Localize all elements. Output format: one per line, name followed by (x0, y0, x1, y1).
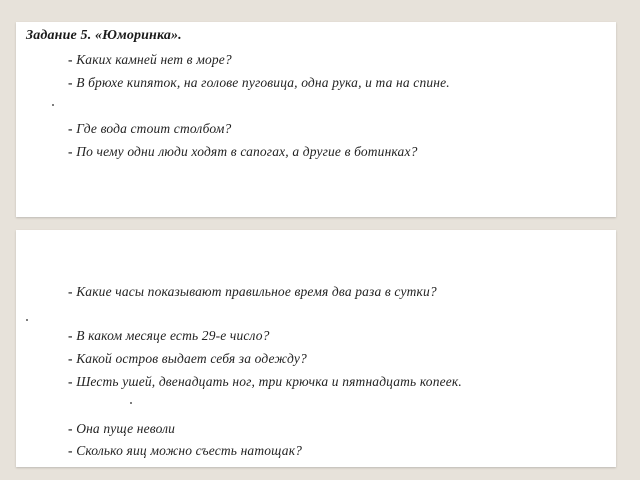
question-text: По чему одни люди ходят в сапогах, а другие в ботинках? (76, 144, 418, 159)
dash-marker: - (68, 52, 73, 67)
question-text: Где вода стоит столбом? (76, 121, 232, 136)
question-line (68, 52, 232, 68)
speck (26, 319, 28, 321)
document-page-bottom (16, 230, 616, 467)
dash-marker: - (68, 374, 73, 389)
question-text: Она пуще неволи (76, 421, 176, 436)
question-line (68, 121, 231, 137)
question-text: В брюхе кипяток, на голове пуговица, одна рука, и та на спине. (76, 75, 450, 90)
dash-marker: - (68, 351, 73, 366)
dash-marker: - (68, 421, 73, 436)
dash-marker: - (68, 328, 73, 343)
dash-marker: - (68, 121, 73, 136)
question-text: Сколько яиц можно съесть натощак? (76, 443, 303, 458)
question-text: Какие часы показывают правильное время два раза в сутки? (76, 284, 437, 299)
question-line (68, 75, 450, 91)
question-text: Какой остров выдает себя за одежду? (76, 351, 307, 366)
question-line (68, 374, 462, 390)
task-title: Задание 5. «Юморинка». (26, 28, 182, 43)
question-line (68, 421, 175, 437)
question-line (68, 284, 437, 300)
speck (130, 402, 132, 404)
question-text: Шесть ушей, двенадцать ног, три крючка и пятнадцать копеек. (76, 374, 462, 389)
speck (52, 104, 54, 106)
dash-marker: - (68, 75, 73, 90)
dash-marker: - (68, 284, 73, 299)
document-page-top (16, 22, 616, 217)
question-line (68, 351, 307, 367)
question-line (68, 443, 302, 459)
question-line (68, 144, 417, 160)
question-line (68, 328, 270, 344)
question-text: Каких камней нет в море? (76, 52, 232, 67)
dash-marker: - (68, 443, 73, 458)
question-text: В каком месяце есть 29-е число? (76, 328, 270, 343)
dash-marker: - (68, 144, 73, 159)
